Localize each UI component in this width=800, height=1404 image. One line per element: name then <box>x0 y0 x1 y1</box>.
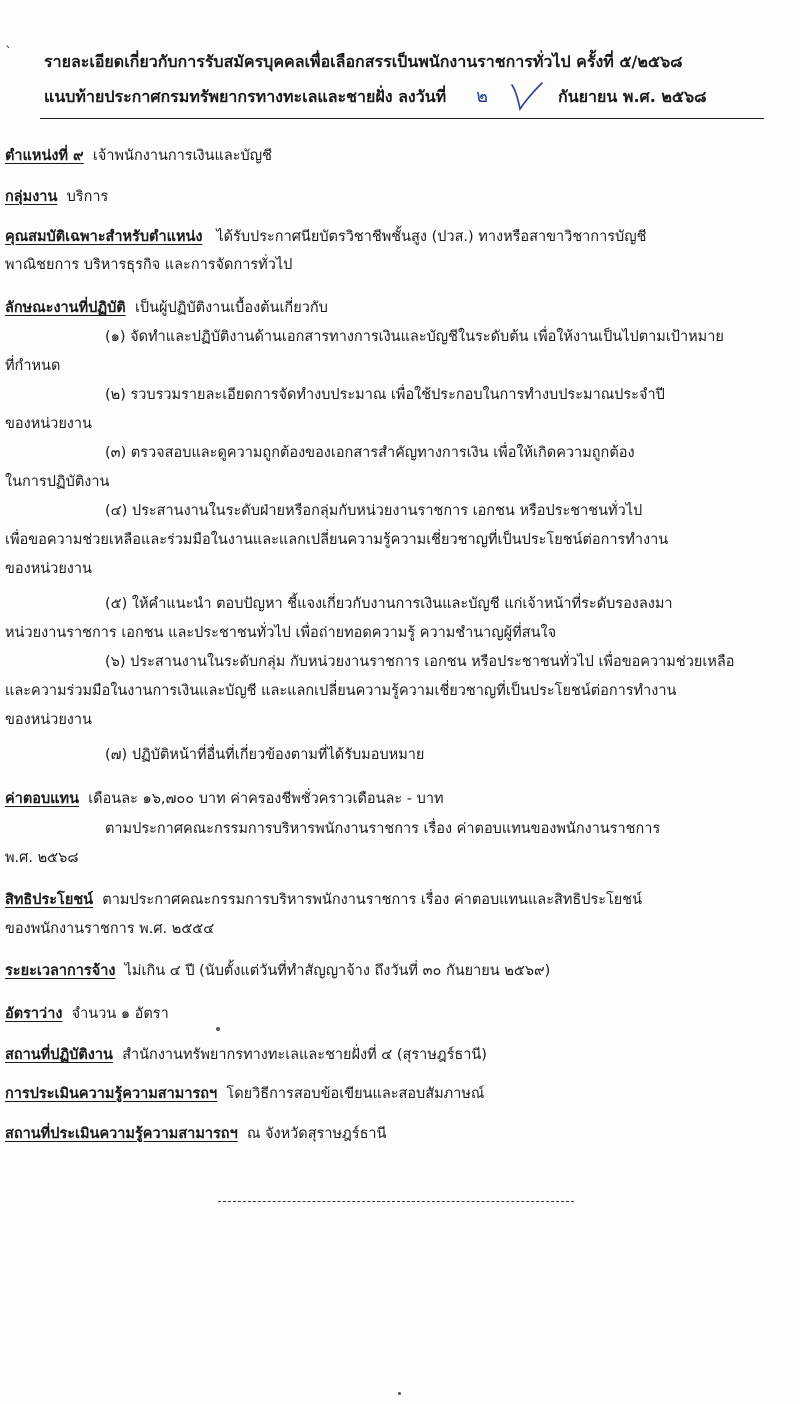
duty-2-line-1: (๒) รวบรวมรายละเอียดการจัดทำงบประมาณ เพื่อใช้ประกอบในการทำงบประมาณประจำปี <box>105 387 665 403</box>
header-rule <box>40 118 764 119</box>
ink-dot-bottom <box>398 1392 401 1395</box>
group-line <box>5 186 795 208</box>
duty-5-line-2: หน่วยงานราชการ เอกชน และประชาชนทั่วไป เพื่อถ่ายทอดความรู้ ความชำนาญผู้ที่สนใจ <box>5 625 557 641</box>
benefits-line-1 <box>5 889 795 911</box>
assessment-place-line <box>5 1123 795 1145</box>
duration-value: ไม่เกิน ๔ ปี (นับตั้งแต่วันที่ทำสัญญาจ้าง ถึงวันที่ ๓๐ กันยายน ๒๕๖๙) <box>124 963 551 979</box>
compensation-label: ค่าตอบแทน <box>5 791 79 807</box>
duty-6-line-1: (๖) ประสานงานในระดับกลุ่ม กับหน่วยงานราชการ เอกชน หรือประชาชนทั่วไป เพื่อขอความช่วยเหลือ <box>105 654 735 670</box>
corner-mark: ` <box>5 45 12 61</box>
duty-1-line-2: ที่กำหนด <box>5 358 61 374</box>
handwritten-tick-icon <box>508 81 544 113</box>
group-value: บริการ <box>66 189 109 205</box>
qualification-text-1: ได้รับประกาศนียบัตรวิชาชีพชั้นสูง (ปวส.) ทางหรือสาขาวิชาการบัญชี <box>216 229 647 245</box>
header-day: ๒ <box>476 86 489 107</box>
header-line-2-right: กันยายน พ.ศ. ๒๕๖๘ <box>558 87 707 106</box>
ink-dot <box>216 1027 220 1031</box>
duration-label: ระยะเวลาการจ้าง <box>5 963 116 979</box>
assessment-line <box>5 1083 795 1105</box>
duty-3-line-2: ในการปฏิบัติงาน <box>5 474 110 490</box>
duties-label: ลักษณะงานที่ปฏิบัติ <box>5 300 126 316</box>
end-dashed-rule <box>218 1201 574 1202</box>
workplace-value: สำนักงานทรัพยากรทางทะเลและชายฝั่งที่ ๔ (สุราษฎร์ธานี) <box>122 1047 487 1063</box>
duty-4-line-1: (๔) ประสานงานในระดับฝ่ายหรือกลุ่มกับหน่วยงานราชการ เอกชน หรือประชาชนทั่วไป <box>105 503 643 519</box>
vacancy-value: จำนวน ๑ อัตรา <box>71 1006 169 1022</box>
duty-6-line-2: และความร่วมมือในงานการเงินและบัญชี และแลกเปลี่ยนความรู้ความเชี่ยวชาญที่เป็นประโยชน์ต่อการทำงาน <box>5 683 677 699</box>
workplace-label: สถานที่ปฏิบัติงาน <box>5 1047 113 1063</box>
position-value: เจ้าพนักงานการเงินและบัญชี <box>92 148 272 164</box>
duration-line <box>5 960 795 982</box>
duties-line <box>5 297 795 319</box>
qualification-line-1 <box>5 226 795 248</box>
benefits-label: สิทธิประโยชน์ <box>5 892 94 908</box>
compensation-text-3: พ.ศ. ๒๕๖๘ <box>5 850 79 866</box>
qualification-label: คุณสมบัติเฉพาะสำหรับตำแหน่ง <box>5 229 203 245</box>
duty-4-line-3: ของหน่วยงาน <box>5 561 92 577</box>
compensation-text-2: ตามประกาศคณะกรรมการบริหารพนักงานราชการ เรื่อง ค่าตอบแทนของพนักงานราชการ <box>105 821 661 837</box>
duty-1-line-1: (๑) จัดทำและปฏิบัติงานด้านเอกสารทางการเงินและบัญชีในระดับต้น เพื่อให้งานเป็นไปตามเป้าหมาย <box>105 329 724 345</box>
benefits-text-1: ตามประกาศคณะกรรมการบริหารพนักงานราชการ เรื่อง ค่าตอบแทนและสิทธิประโยชน์ <box>102 892 643 908</box>
header-line-1: รายละเอียดเกี่ยวกับการรับสมัครบุคคลเพื่อเลือกสรรเป็นพนักงานราชการทั่วไป ครั้งที่ ๕/๒๕๖๘ <box>44 52 683 71</box>
duty-4-line-2: เพื่อขอความช่วยเหลือและร่วมมือในงานและแลกเปลี่ยนความรู้ความเชี่ยวชาญที่เป็นประโยชน์ต่อการทำงาน <box>5 532 669 548</box>
position-line <box>5 145 795 167</box>
assessment-place-label: สถานที่ประเมินความรู้ความสามารถฯ <box>5 1126 238 1142</box>
duty-2-line-2: ของหน่วยงาน <box>5 416 92 432</box>
vacancy-label: อัตราว่าง <box>5 1006 63 1022</box>
assessment-value: โดยวิธีการสอบข้อเขียนและสอบสัมภาษณ์ <box>226 1086 485 1102</box>
workplace-line <box>5 1044 795 1066</box>
compensation-line-1 <box>5 788 795 810</box>
duty-7-line-1: (๗) ปฏิบัติหน้าที่อื่นที่เกี่ยวข้องตามที่ได้รับมอบหมาย <box>105 747 425 763</box>
duty-6-line-3: ของหน่วยงาน <box>5 712 92 728</box>
group-label: กลุ่มงาน <box>5 189 58 205</box>
duties-intro: เป็นผู้ปฏิบัติงานเบื้องต้นเกี่ยวกับ <box>134 300 328 316</box>
assessment-place-value: ณ จังหวัดสุราษฎร์ธานี <box>246 1126 387 1142</box>
position-label: ตำแหน่งที่ ๙ <box>5 148 84 164</box>
vacancy-line <box>5 1003 795 1025</box>
header-line-2-left: แนบท้ายประกาศกรมทรัพยากรทางทะเลและชายฝั่ง ลงวันที่ <box>44 87 447 106</box>
qualification-text-2: พาณิชยการ บริหารธุรกิจ และการจัดการทั่วไป <box>5 257 293 273</box>
duty-5-line-1: (๕) ให้คำแนะนำ ตอบปัญหา ชี้แจงเกี่ยวกับงานการเงินและบัญชี แก่เจ้าหน้าที่ระดับรองลงมา <box>105 596 673 612</box>
assessment-label: การประเมินความรู้ความสามารถฯ <box>5 1086 218 1102</box>
header-line-2 <box>44 85 764 109</box>
benefits-text-2: ของพนักงานราชการ พ.ศ. ๒๕๕๔ <box>5 921 215 937</box>
compensation-text-1: เดือนละ ๑๖,๗๐๐ บาท ค่าครองชีพชั่วคราวเดือนละ - บาท <box>88 791 444 807</box>
duty-3-line-1: (๓) ตรวจสอบและดูความถูกต้องของเอกสารสำคัญทางการเงิน เพื่อให้เกิดความถูกต้อง <box>105 445 635 461</box>
